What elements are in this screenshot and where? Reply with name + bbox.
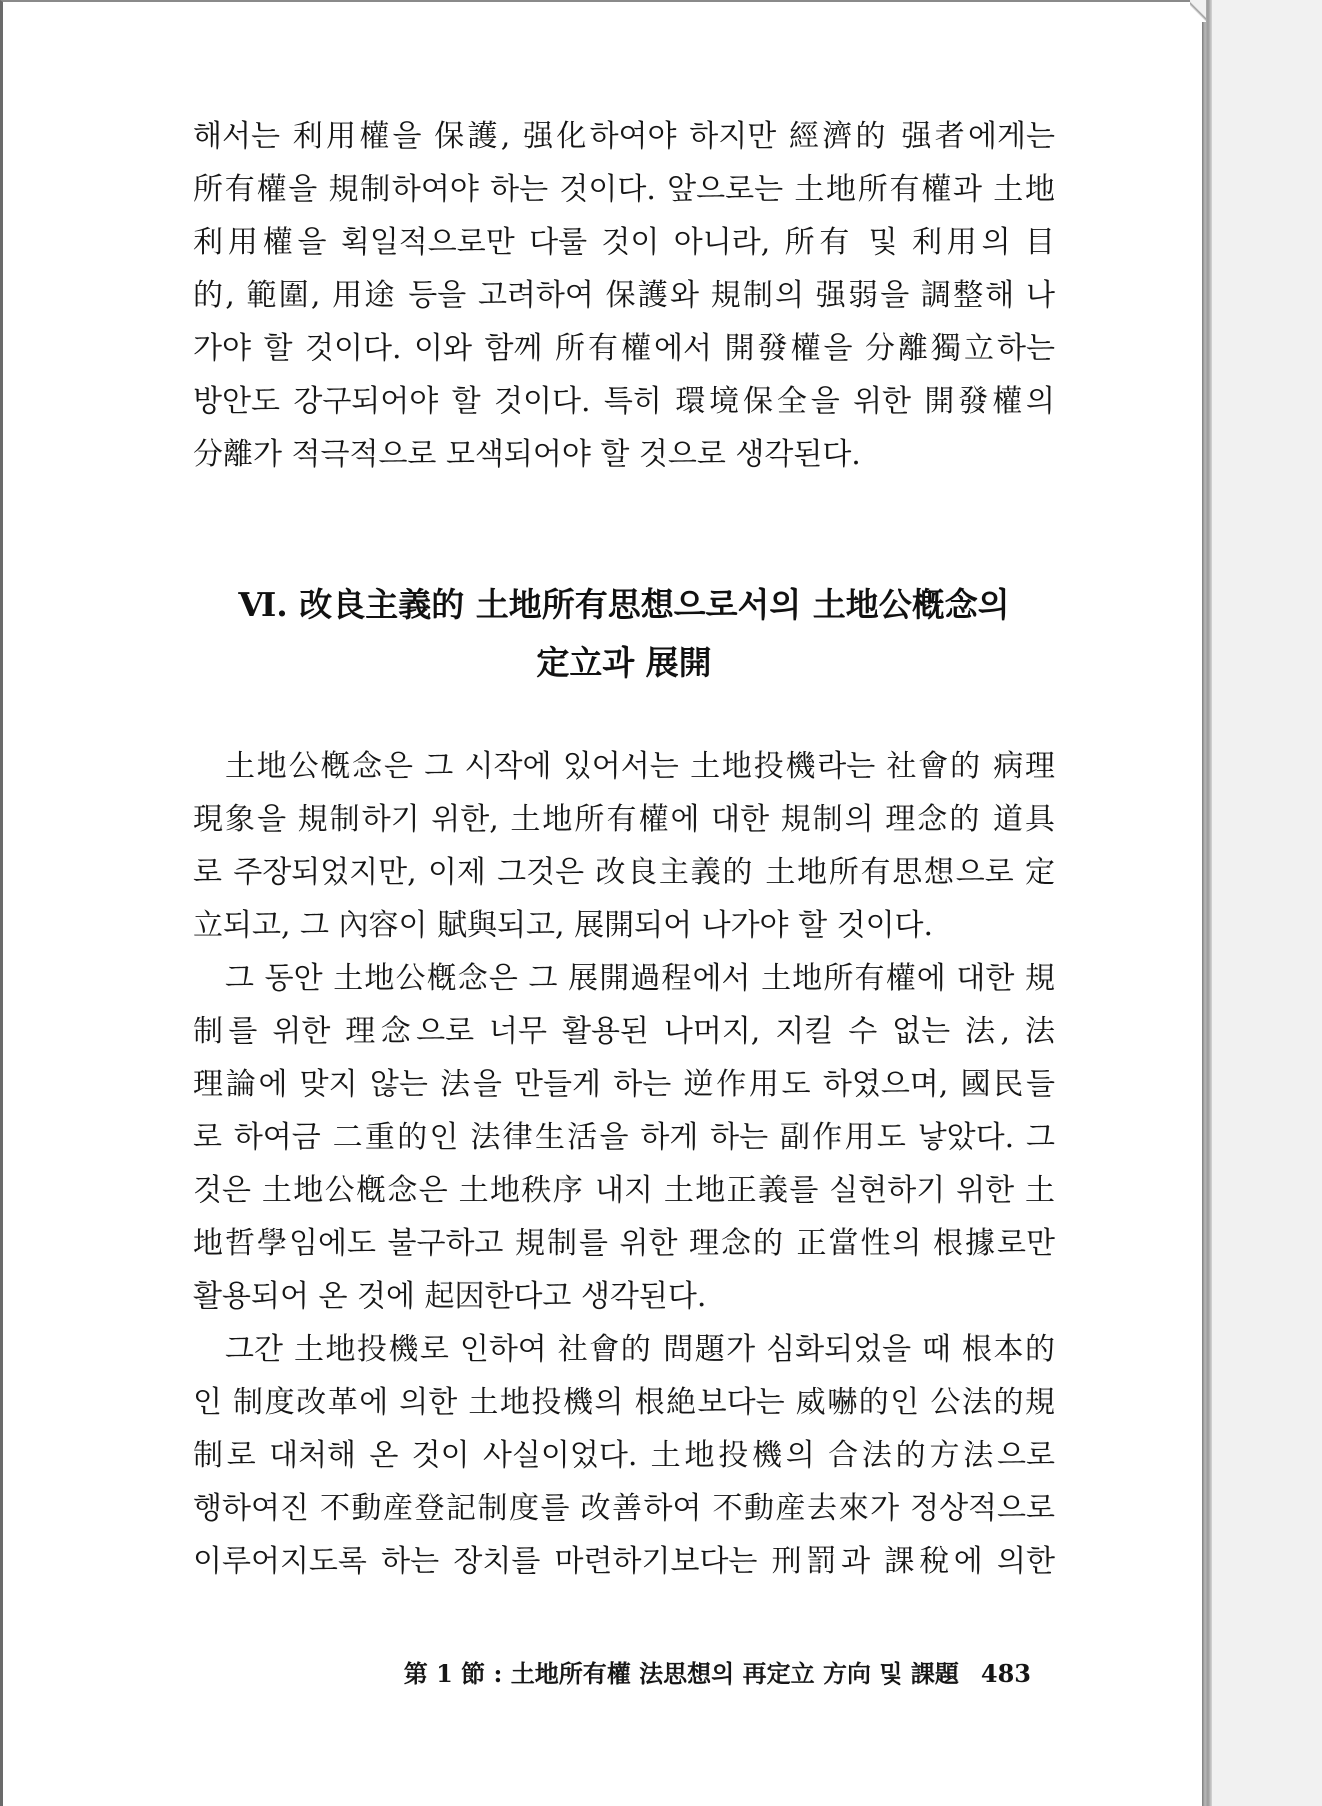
text-line: 가야 할 것이다. 이와 함께 所有權에서 開發權을 分離獨立하는: [193, 331, 1055, 366]
text-line: 행하여진 不動産登記制度를 改善하여 不動産去來가 정상적으로: [193, 1491, 1055, 1526]
text-line: 制를 위한 理念으로 너무 활용된 나머지, 지킬 수 없는 法, 法: [193, 1014, 1055, 1049]
text-line: 制로 대처해 온 것이 사실이었다. 土地投機의 合法的方法으로: [193, 1438, 1055, 1473]
text-line: 로 하여금 二重的인 法律生活을 하게 하는 副作用도 낳았다. 그: [193, 1120, 1055, 1155]
text-line: 現象을 規制하기 위한, 土地所有權에 대한 規制의 理念的 道具: [193, 802, 1055, 837]
page-number: 483: [980, 1659, 1031, 1688]
text-line: 所有權을 規制하여야 하는 것이다. 앞으로는 土地所有權과 土地: [193, 172, 1055, 207]
heading-line: 定立과 展開: [536, 643, 712, 682]
text-line: 地哲學임에도 불구하고 規制를 위한 理念的 正當性의 根據로만: [193, 1226, 1055, 1261]
running-footer: [193, 1654, 1031, 1689]
text-line: 的, 範圍, 用途 등을 고려하여 保護와 規制의 强弱을 調整해 나: [193, 278, 1055, 313]
text-line: 이루어지도록 하는 장치를 마련하기보다는 刑罰과 課稅에 의한: [193, 1544, 1055, 1579]
text-line: 인 制度改革에 의한 土地投機의 根絶보다는 威嚇的인 公法的規: [193, 1385, 1055, 1420]
section-heading: [193, 576, 1055, 692]
text-line: 理論에 맞지 않는 法을 만들게 하는 逆作用도 하였으며, 國民들: [193, 1067, 1055, 1102]
heading-line: Ⅵ. 改良主義的 土地所有思想으로서의 土地公槪念의: [238, 585, 1010, 624]
text-line: 방안도 강구되어야 할 것이다. 특히 環境保全을 위한 開發權의: [193, 384, 1055, 419]
text-line: 立되고, 그 內容이 賦與되고, 展開되어 나가야 할 것이다.: [193, 908, 934, 943]
text-line: 로 주장되었지만, 이제 그것은 改良主義的 土地所有思想으로 定: [193, 855, 1055, 890]
text-line: 그 동안 土地公槪念은 그 展開過程에서 土地所有權에 대한 規: [225, 961, 1055, 996]
paragraph-3: [193, 952, 1055, 1323]
paragraph-4: [193, 1323, 1055, 1588]
text-line: 것은 土地公槪念은 土地秩序 내지 土地正義를 실현하기 위한 土: [193, 1173, 1055, 1208]
page-corner-fold: [1190, 0, 1206, 22]
paragraph-2: [193, 740, 1055, 952]
text-line: 分離가 적극적으로 모색되어야 할 것으로 생각된다.: [193, 437, 861, 472]
page-edge-shadow: [1202, 0, 1212, 1806]
text-line: 그간 土地投機로 인하여 社會的 問題가 심화되었을 때 根本的: [225, 1332, 1055, 1367]
text-line: 利用權을 획일적으로만 다룰 것이 아니라, 所有 및 利用의 目: [193, 225, 1055, 260]
text-line: 활용되어 온 것에 起因한다고 생각된다.: [193, 1279, 707, 1314]
text-line: 해서는 利用權을 保護, 强化하여야 하지만 經濟的 强者에게는: [193, 119, 1055, 154]
footer-section-title: 第 1 節 : 土地所有權 法思想의 再定立 方向 및 課題: [403, 1659, 959, 1688]
paragraph-1: [193, 110, 1055, 481]
text-line: 土地公槪念은 그 시작에 있어서는 土地投機라는 社會的 病理: [225, 749, 1055, 784]
